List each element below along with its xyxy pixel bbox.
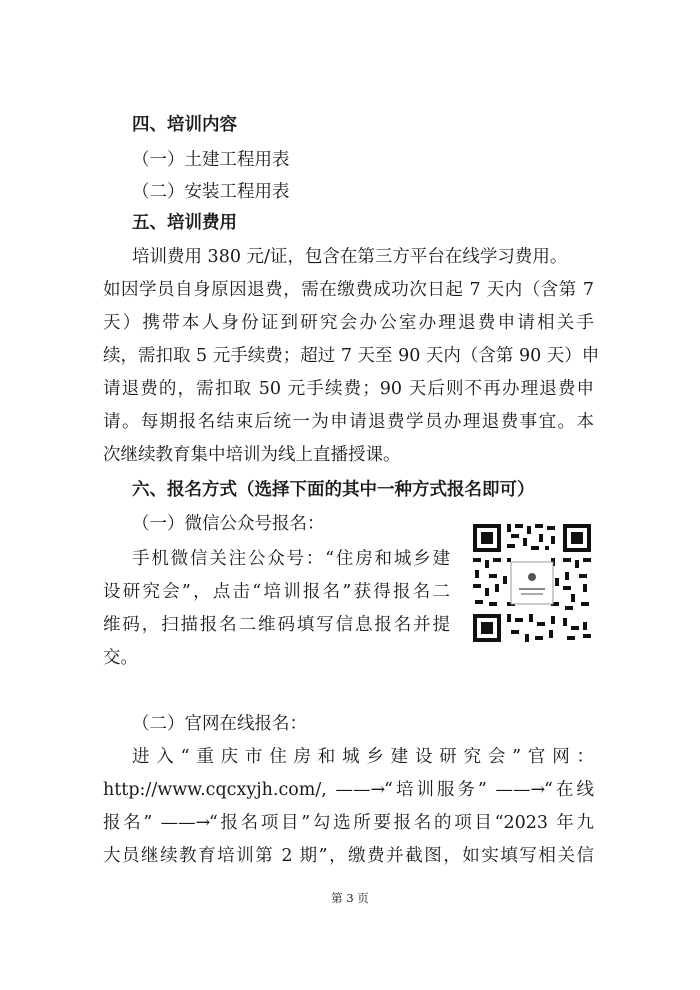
section-5-line-5: 请退费的，需扣取 50 元手续费；90 天后则不再办理退费申: [103, 379, 594, 399]
section-6-sub-1: （一）微信公众号报名：: [132, 514, 325, 534]
section-5-line-6: 请。每期报名结束后统一为申请退费学员办理退费事宜。本: [103, 412, 594, 432]
section-5-line-4: 续，需扣取 5 元手续费；超过 7 天至 90 天内（含第 90 天）申: [103, 346, 600, 366]
section-4-item-2: （二）安装工程用表: [132, 182, 290, 202]
qr-code-block: [471, 522, 593, 646]
section-5-line-3: 天）携带本人身份证到研究会办公室办理退费申请相关手: [103, 313, 594, 333]
wechat-line-4: 交。: [103, 648, 138, 668]
step-project-selection: “报名项目”勾选所要报名的项目“2023 年九: [208, 813, 594, 833]
step-online-signup-end: 报名”: [103, 813, 153, 833]
section-5-line-2: 如因学员自身原因退费，需在缴费成功次日起 7 天内（含第 7: [103, 280, 594, 300]
arrow-icon: ——→: [160, 813, 211, 833]
step-training-service: “培训服务”: [384, 780, 487, 800]
section-5-line-1: 培训费用 380 元/证，包含在第三方平台在线学习费用。: [132, 247, 568, 267]
page-number: 第 3 页: [331, 891, 369, 905]
arrow-icon: ——→: [495, 780, 546, 800]
section-5-heading: 五、培训费用: [132, 213, 237, 233]
section-5-line-7: 次继续教育集中培训为线上直播授课。: [103, 445, 401, 465]
web-line-3: [103, 811, 594, 835]
qr-code-image: [471, 522, 593, 644]
step-online-signup-start: “在线: [544, 780, 594, 800]
wechat-line-3: 维码，扫描报名二维码填写信息报名并提: [103, 615, 450, 635]
wechat-line-2: 设研究会”，点击“培训报名”获得报名二: [103, 582, 450, 602]
section-4-item-1: （一）土建工程用表: [132, 150, 290, 170]
arrow-icon: ——→: [335, 780, 386, 800]
section-6-heading: 六、报名方式（选择下面的其中一种方式报名即可）: [132, 480, 535, 500]
wechat-line-1: 手机微信关注公众号：“住房和城乡建: [132, 549, 450, 569]
web-line-2: [103, 778, 594, 802]
web-line-4: 大员继续教育培训第 2 期”，缴费并截图，如实填写相关信: [103, 846, 594, 866]
section-4-heading: 四、培训内容: [132, 115, 237, 135]
website-url: http://www.cqcxyjh.com/,: [103, 780, 327, 800]
section-6-sub-2: （二）官网在线报名：: [132, 714, 307, 734]
web-line-1: 进入“重庆市住房和城乡建设研究会”官网：: [132, 747, 594, 767]
